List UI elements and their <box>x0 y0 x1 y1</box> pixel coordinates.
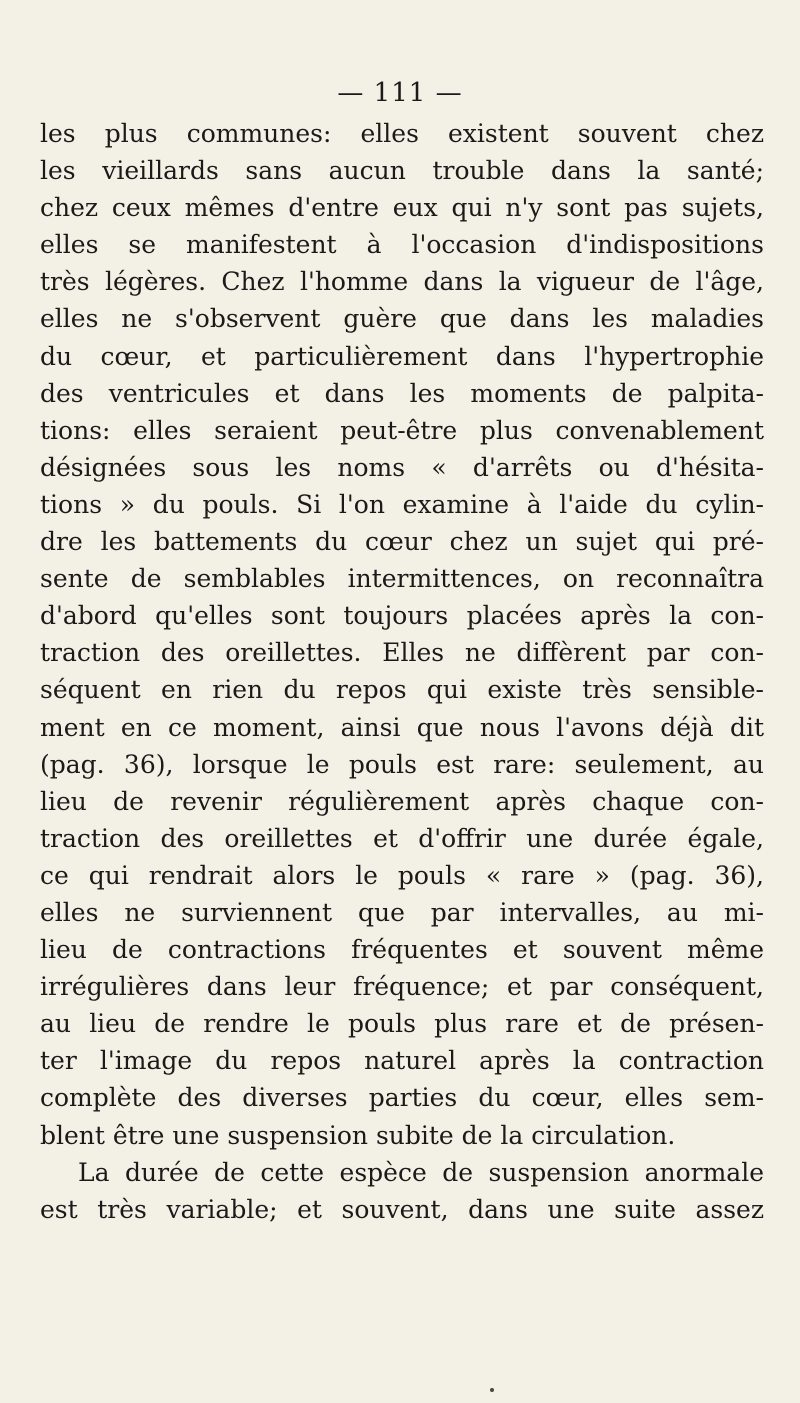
text-line: irrégulières dans leur fréquence; et par conséquent, <box>40 972 764 1002</box>
text-line: blent être une suspension subite de la circulation. <box>40 1120 676 1150</box>
text-line: très légères. Chez l'homme dans la vigueur de l'âge, <box>40 267 764 297</box>
page-number: — 111 — <box>337 78 463 108</box>
text-line: traction des oreillettes et d'offrir une durée égale, <box>40 823 764 853</box>
text-line: des ventricules et dans les moments de palpita- <box>40 378 764 408</box>
text-line: les vieillards sans aucun trouble dans la santé; <box>40 156 764 186</box>
text-line: les plus communes: elles existent souvent chez <box>40 119 764 148</box>
text-line: traction des oreillettes. Elles ne diffèrent par con- <box>40 638 764 668</box>
body-text <box>40 115 764 1228</box>
text-line: d'abord qu'elles sont toujours placées après la con- <box>40 601 764 631</box>
text-line: sente de semblables intermittences, on reconnaîtra <box>40 564 764 594</box>
text-line: du cœur, et particulièrement dans l'hypertrophie <box>40 341 764 371</box>
text-line: est très variable; et souvent, dans une suite assez <box>40 1194 764 1224</box>
text-line: désignées sous les noms « d'arrêts ou d'hésita- <box>40 452 764 482</box>
text-line: ment en ce moment, ainsi que nous l'avons déjà dit <box>40 712 764 742</box>
text-line: séquent en rien du repos qui existe très sensible- <box>40 675 764 705</box>
text-line: dre les battements du cœur chez un sujet qui pré- <box>40 527 764 557</box>
text-line: La durée de cette espèce de suspension anormale <box>78 1157 764 1187</box>
text-line: tions: elles seraient peut-être plus convenablement <box>40 415 764 445</box>
text-line: elles ne s'observent guère que dans les maladies <box>40 304 764 334</box>
ink-speck <box>490 1388 494 1392</box>
text-line: ter l'image du repos naturel après la contraction <box>40 1046 764 1076</box>
text-line: complète des diverses parties du cœur, elles sem- <box>40 1083 764 1113</box>
text-line: lieu de revenir régulièrement après chaque con- <box>40 786 764 816</box>
text-line: (pag. 36), lorsque le pouls est rare: seulement, au <box>40 749 764 779</box>
text-line: au lieu de rendre le pouls plus rare et de présen- <box>40 1009 764 1039</box>
text-line: tions » du pouls. Si l'on examine à l'aide du cylin- <box>40 489 764 519</box>
text-line: elles ne surviennent que par intervalles, au mi- <box>40 897 764 927</box>
text-line: lieu de contractions fréquentes et souvent même <box>40 935 764 965</box>
text-line: elles se manifestent à l'occasion d'indispositions <box>40 230 764 260</box>
text-line: ce qui rendrait alors le pouls « rare » (pag. 36), <box>40 860 764 890</box>
text-line: chez ceux mêmes d'entre eux qui n'y sont pas sujets, <box>40 193 764 223</box>
